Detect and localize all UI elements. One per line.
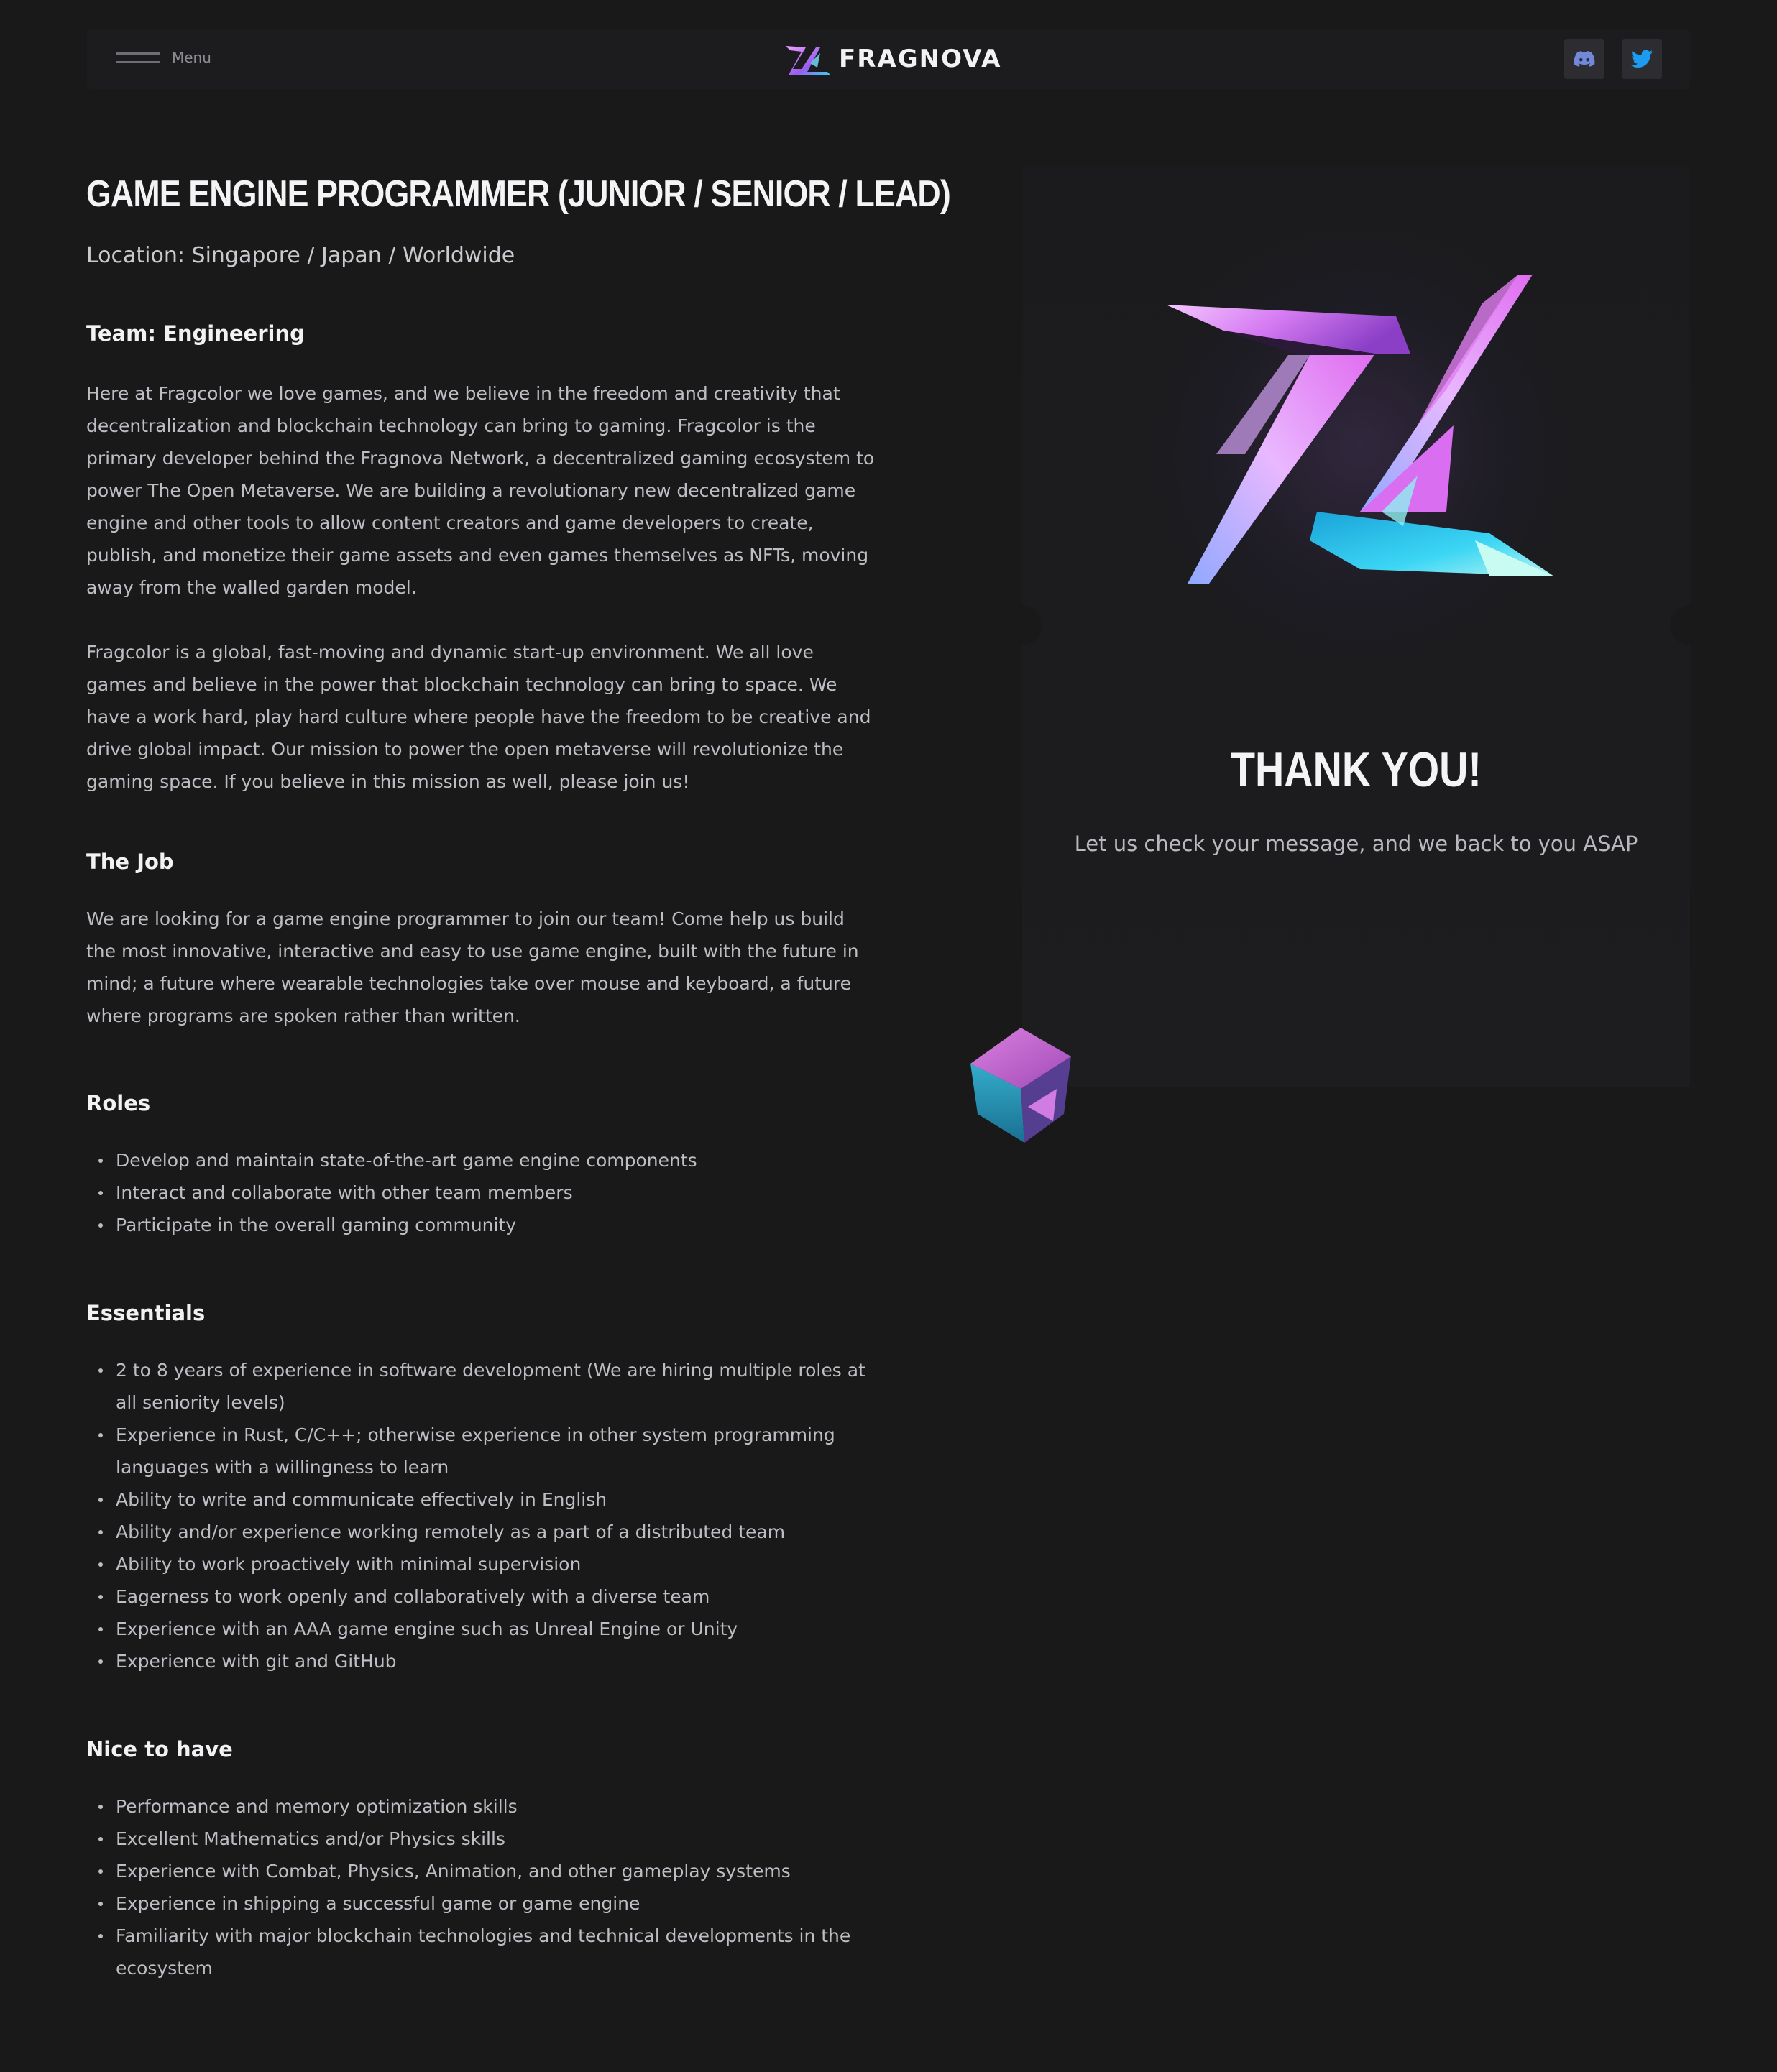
job-title: GAME ENGINE PROGRAMMER (JUNIOR / SENIOR / LEAD) [86,173,950,215]
brand-logo[interactable] [784,42,1001,76]
list-item: Familiarity with major blockchain technologies and technical developments in the ecosystem [86,1920,877,1984]
decorative-cube-icon [956,1021,1085,1150]
nice-to-have-heading: Nice to have [86,1737,233,1762]
brand-name: FRAGNOVA [839,45,1002,73]
list-item: Ability to work proactively with minimal supervision [86,1548,877,1580]
hamburger-icon [116,50,160,65]
menu-button[interactable] [116,49,211,66]
list-item: 2 to 8 years of experience in software development (We are hiring multiple roles at all seniority levels) [86,1354,877,1419]
team-heading: Team: Engineering [86,321,305,346]
list-item: Experience with an AAA game engine such as Unreal Engine or Unity [86,1613,877,1645]
discord-icon [1574,51,1595,67]
job-heading: The Job [86,849,174,874]
discord-button[interactable] [1564,39,1604,79]
fragnova-logo-icon [784,42,832,76]
card-notch-left [1002,605,1042,645]
intro-paragraph-1: Here at Fragcolor we love games, and we believe in the freedom and creativity that decentralization and blockchain technology can bring to gaming. Fragcolor is the primary developer behind the Fragnova Network, a decentralized gaming ecosystem to power The Open Metaverse. We are building a revolutionary new decentralized game engine and other tools to allow content creators and game developers to create, publish, and monetize their game assets and even games themselves as NFTs, moving away from the walled garden model. [86,383,875,598]
thank-you-card [1022,167,1690,1087]
top-navbar [87,29,1690,89]
list-item: Performance and memory optimization skills [86,1790,877,1823]
list-item: Participate in the overall gaming community [86,1209,877,1241]
list-item: Develop and maintain state-of-the-art game engine components [86,1144,877,1177]
list-item: Experience in shipping a successful game or game engine [86,1887,877,1920]
intro-paragraph-2: Fragcolor is a global, fast-moving and dynamic start-up environment. We all love games and believe in the power that blockchain technology can bring to space. We have a work hard, play hard culture where people have the freedom to be creative and drive global impact. Our mission to power the open metaverse will revolutionize the gaming space. If you believe in this mission as well, please join us! [86,642,871,792]
nice-to-have-list [86,1790,877,1984]
essentials-list [86,1354,877,1677]
job-location: Location: Singapore / Japan / Worldwide [86,243,515,268]
menu-label: Menu [172,49,211,66]
list-item: Experience with git and GitHub [86,1645,877,1677]
fragnova-emblem-icon [1144,275,1561,620]
list-item: Excellent Mathematics and/or Physics skills [86,1823,877,1855]
thank-you-message: Let us check your message, and we back to you ASAP [1074,832,1638,856]
list-item: Eagerness to work openly and collaboratively with a diverse team [86,1580,877,1613]
card-notch-right [1670,605,1710,645]
job-posting [86,172,950,1984]
roles-heading: Roles [86,1091,151,1115]
list-item: Experience with Combat, Physics, Animation, and other gameplay systems [86,1855,877,1887]
twitter-icon [1631,50,1653,68]
twitter-button[interactable] [1622,39,1662,79]
thank-you-title: THANK YOU! [1230,742,1482,797]
list-item: Interact and collaborate with other team members [86,1177,877,1209]
list-item: Ability to write and communicate effectively in English [86,1483,877,1516]
list-item: Ability and/or experience working remotely as a part of a distributed team [86,1516,877,1548]
list-item: Experience in Rust, C/C++; otherwise experience in other system programming languages with a willingness to learn [86,1419,877,1483]
job-description: We are looking for a game engine programmer to join our team! Come help us build the most innovative, interactive and easy to use game engine, built with the future in mind; a future where wearable technologies take over mouse and keyboard, a future where programs are spoken rather than written. [86,908,859,1026]
essentials-heading: Essentials [86,1301,206,1325]
roles-list [86,1144,877,1241]
